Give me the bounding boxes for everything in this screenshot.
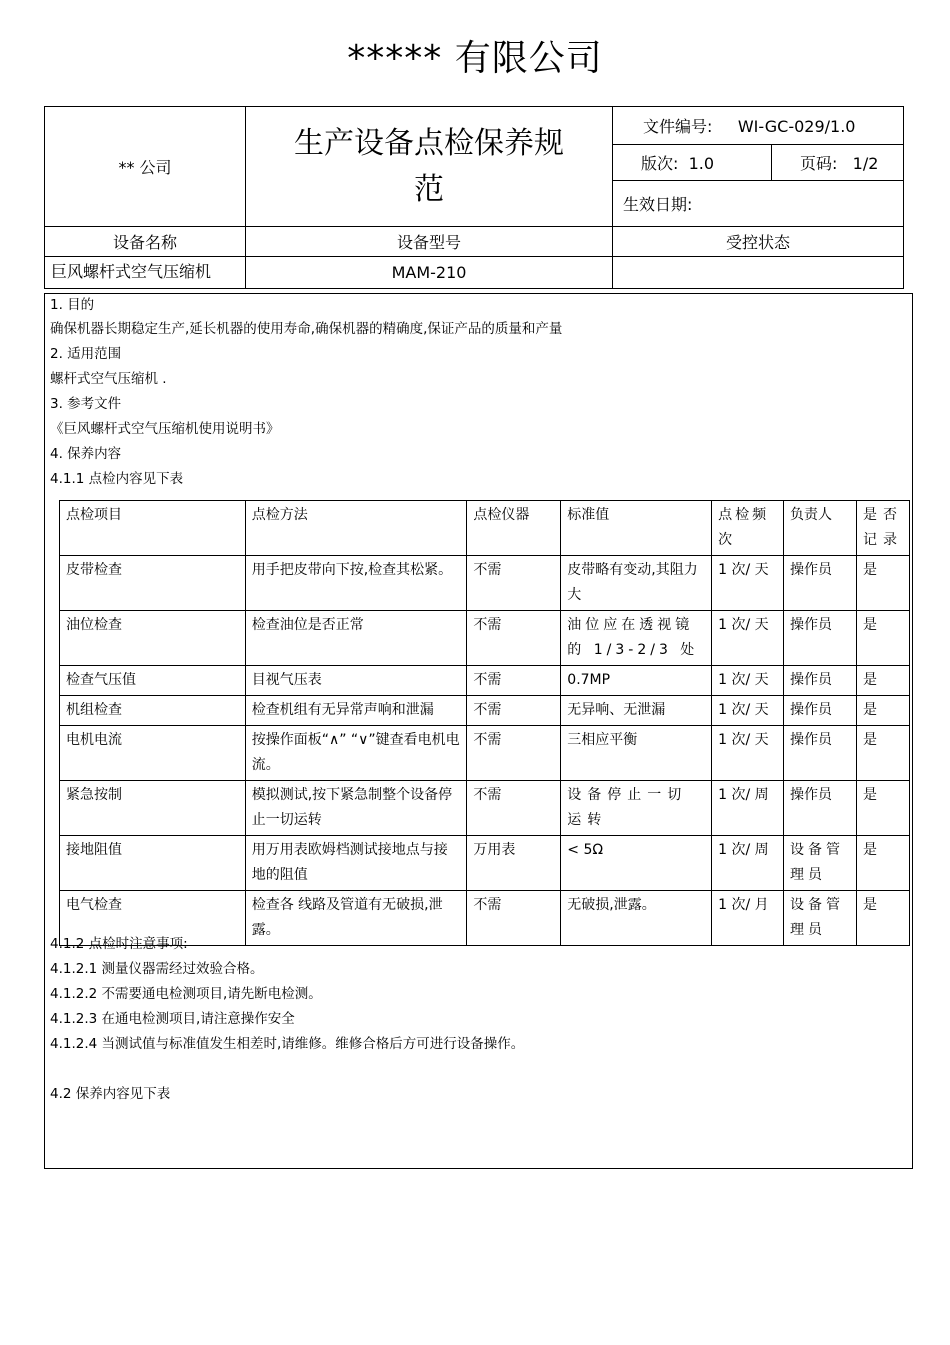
table-cell: 1 次/ 天 <box>712 726 784 781</box>
table-cell: 皮带略有变动,其阻力大 <box>561 556 712 611</box>
table-cell: 不需 <box>467 611 561 666</box>
section-4-2-title: 4.2 保养内容见下表 <box>50 1086 171 1102</box>
table-cell: 油位检查 <box>60 611 246 666</box>
equipment-model-value: MAM-210 <box>246 257 613 289</box>
document-header-table <box>44 106 904 289</box>
file-number-value: WI-GC-029/1.0 <box>737 117 856 136</box>
table-cell: 目视气压表 <box>245 666 467 696</box>
table-cell: 操作员 <box>784 611 857 666</box>
section-3-title: 3. 参考文件 <box>50 396 122 412</box>
table-cell: 设备停止一切运转 <box>561 781 712 836</box>
note-item: 4.1.2.1 测量仪器需经过效验合格。 <box>50 961 264 977</box>
header-cell: 负责人 <box>784 501 857 556</box>
inspection-table <box>59 500 910 946</box>
header-cell: 点检仪器 <box>467 501 561 556</box>
table-cell: 检查机组有无异常声响和泄漏 <box>245 696 467 726</box>
table-cell: 检查油位是否正常 <box>245 611 467 666</box>
table-row <box>60 611 910 666</box>
table-cell: 1 次/ 天 <box>712 696 784 726</box>
version-value: 1.0 <box>688 154 715 173</box>
equipment-name-header: 设备名称 <box>45 227 246 257</box>
section-2-text: 螺杆式空气压缩机 . <box>50 371 167 387</box>
table-cell: 是 <box>856 726 909 781</box>
table-cell: 是 <box>856 891 909 946</box>
header-cell: 点检频次 <box>712 501 784 556</box>
section-3-text: 《巨风螺杆式空气压缩机使用说明书》 <box>50 421 280 437</box>
table-cell: 机组检查 <box>60 696 246 726</box>
table-cell: 不需 <box>467 556 561 611</box>
table-cell: 用万用表欧姆档测试接地点与接地的阻值 <box>245 836 467 891</box>
table-cell: 用手把皮带向下按,检查其松紧。 <box>245 556 467 611</box>
company-title: ***** 有限公司 <box>347 38 603 79</box>
table-cell: 是 <box>856 836 909 891</box>
page-number-label: 页码: <box>800 154 838 173</box>
notes-title: 4.1.2 点检时注意事项: <box>50 936 188 952</box>
table-cell: 1 次/ 天 <box>712 556 784 611</box>
table-cell: 操作员 <box>784 696 857 726</box>
control-status-header: 受控状态 <box>613 227 904 257</box>
table-cell: 不需 <box>467 891 561 946</box>
table-cell: 0.7MP <box>561 666 712 696</box>
header-cell: 是否记录 <box>856 501 909 556</box>
company-short-name: ** 公司 <box>45 107 246 227</box>
header-cell: 点检项目 <box>60 501 246 556</box>
note-item: 4.1.2.3 在通电检测项目,请注意操作安全 <box>50 1011 295 1027</box>
table-cell: 1 次/ 天 <box>712 611 784 666</box>
table-cell: 电气检查 <box>60 891 246 946</box>
page-number-value: 1/2 <box>852 154 879 173</box>
table-cell: 操作员 <box>784 726 857 781</box>
table-cell: 设备管理员 <box>784 836 857 891</box>
table-cell: 按操作面板“∧” “∨”键查看电机电流。 <box>245 726 467 781</box>
table-row <box>60 556 910 611</box>
table-cell: 无破损,泄露。 <box>561 891 712 946</box>
table-row <box>60 781 910 836</box>
document-title-line2: 范 <box>414 171 444 207</box>
version-label: 版次: <box>641 154 679 173</box>
table-cell: 是 <box>856 781 909 836</box>
table-cell: 是 <box>856 556 909 611</box>
document-title-line1: 生产设备点检保养规 <box>294 125 564 161</box>
note-item: 4.1.2.2 不需要通电检测项目,请先断电检测。 <box>50 986 322 1002</box>
version-cell <box>613 145 772 181</box>
table-cell: 万用表 <box>467 836 561 891</box>
equipment-name-value: 巨风螺杆式空气压缩机 <box>45 257 246 289</box>
header-cell: 标准值 <box>561 501 712 556</box>
table-cell: 是 <box>856 666 909 696</box>
table-row <box>60 726 910 781</box>
table-row <box>60 696 910 726</box>
document-title-cell <box>246 107 613 227</box>
table-cell: 检查各 线路及管道有无破损,泄露。 <box>245 891 467 946</box>
file-number-label: 文件编号: <box>643 117 713 136</box>
table-cell: 无异响、无泄漏 <box>561 696 712 726</box>
header-cell: 点检方法 <box>245 501 467 556</box>
table-cell: 不需 <box>467 666 561 696</box>
table-cell: 三相应平衡 <box>561 726 712 781</box>
page-number-cell <box>772 145 904 181</box>
section-4-title: 4. 保养内容 <box>50 446 122 462</box>
table-header-row <box>60 501 910 556</box>
table-cell: 设备管理员 <box>784 891 857 946</box>
table-cell: 模拟测试,按下紧急制整个设备停止一切运转 <box>245 781 467 836</box>
table-cell: 油位应在透视镜的 1/3-2/3 处 <box>561 611 712 666</box>
table-cell: 接地阻值 <box>60 836 246 891</box>
table-cell: 电机电流 <box>60 726 246 781</box>
table-cell: 操作员 <box>784 666 857 696</box>
table-cell: 是 <box>856 696 909 726</box>
section-1-title: 1. 目的 <box>50 297 95 313</box>
table-cell: 操作员 <box>784 781 857 836</box>
control-status-value <box>613 257 904 289</box>
effective-date-cell <box>613 181 904 227</box>
table-cell: 1 次/ 周 <box>712 836 784 891</box>
table-row <box>60 836 910 891</box>
table-cell: 不需 <box>467 696 561 726</box>
table-cell: 不需 <box>467 726 561 781</box>
table-cell: 1 次/ 周 <box>712 781 784 836</box>
table-cell: 是 <box>856 611 909 666</box>
table-cell: 紧急按制 <box>60 781 246 836</box>
table-cell: < 5Ω <box>561 836 712 891</box>
section-1-text: 确保机器长期稳定生产,延长机器的使用寿命,确保机器的精确度,保证产品的质量和产量 <box>50 321 563 337</box>
section-2-title: 2. 适用范围 <box>50 346 122 362</box>
effective-date-label: 生效日期: <box>623 195 693 214</box>
equipment-model-header: 设备型号 <box>246 227 613 257</box>
table-cell: 1 次/ 天 <box>712 666 784 696</box>
section-4-1-1-title: 4.1.1 点检内容见下表 <box>50 471 184 487</box>
table-cell: 1 次/ 月 <box>712 891 784 946</box>
table-cell: 皮带检查 <box>60 556 246 611</box>
table-cell: 不需 <box>467 781 561 836</box>
table-row <box>60 666 910 696</box>
table-cell: 检查气压值 <box>60 666 246 696</box>
file-number-cell <box>613 107 904 145</box>
note-item: 4.1.2.4 当测试值与标准值发生相差时,请维修。维修合格后方可进行设备操作。 <box>50 1036 525 1052</box>
table-cell: 操作员 <box>784 556 857 611</box>
